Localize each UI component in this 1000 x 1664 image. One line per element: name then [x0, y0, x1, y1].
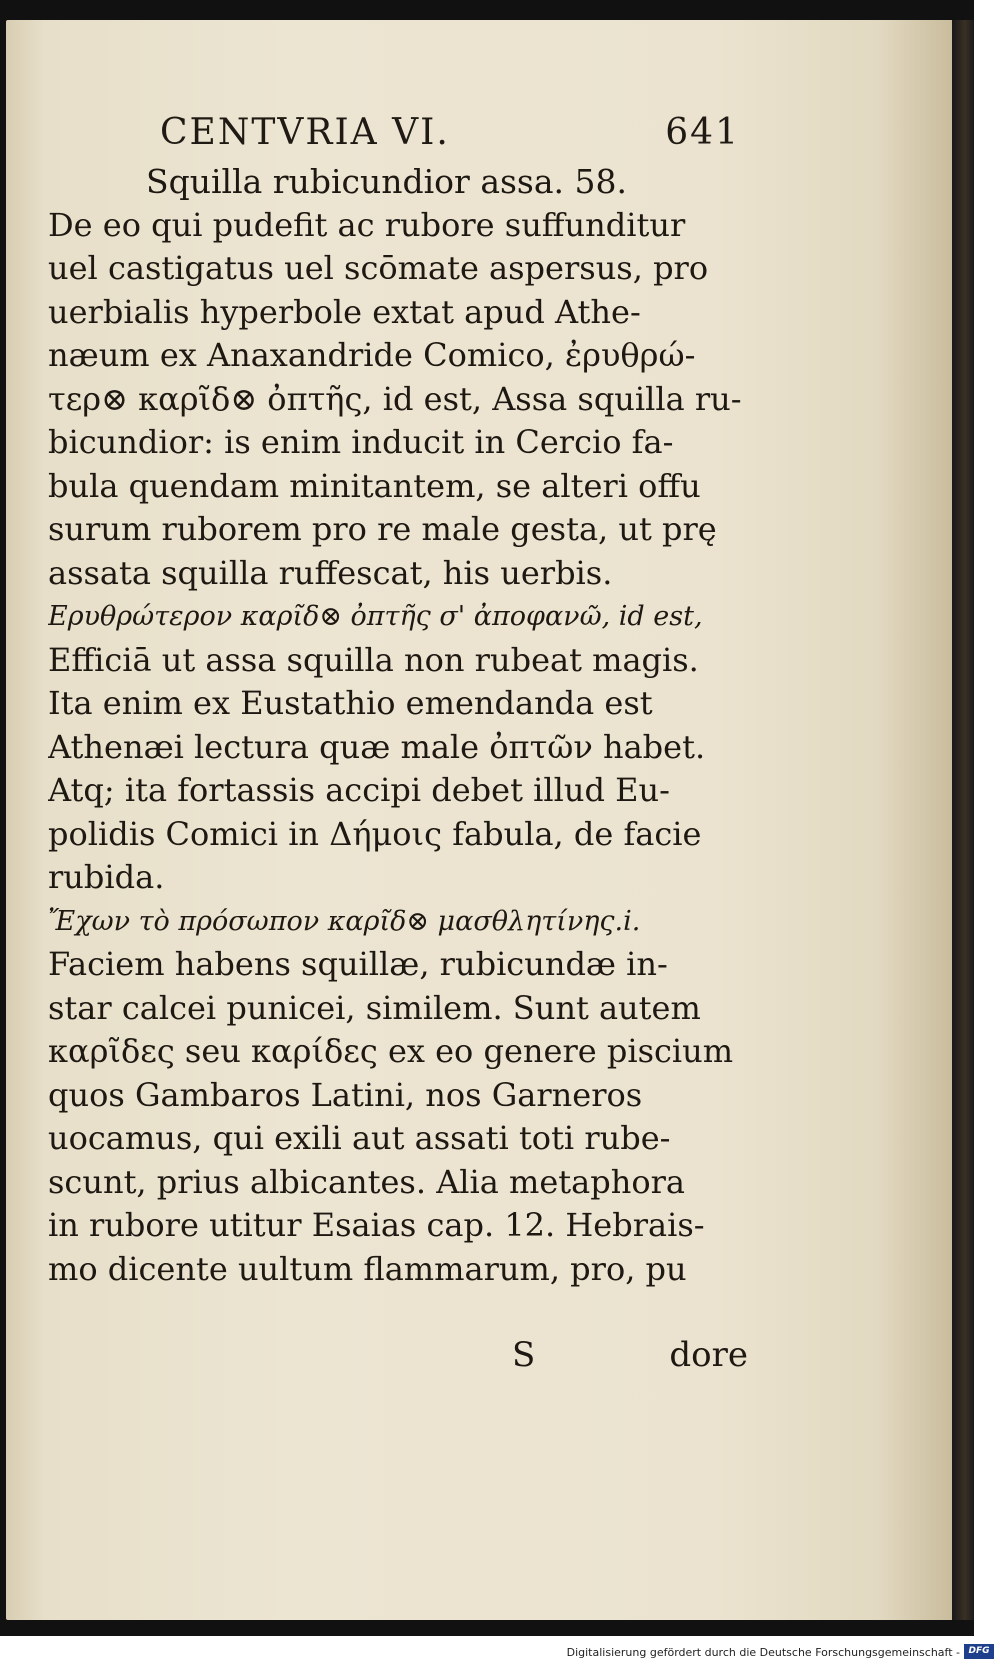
signature-mark: S — [512, 1335, 536, 1375]
page-footer — [48, 1335, 748, 1385]
text-line: Ita enim ex Eustathio emendanda est — [48, 684, 653, 722]
text-line: uocamus, qui exili aut assati toti rube- — [48, 1119, 671, 1157]
text-line: uel castigatus uel scōmate aspersus, pro — [48, 249, 709, 287]
text-line: Ἔχων τὸ πρόσωπον καρῖδ⊗ μασθλητίνης.i. — [48, 905, 641, 937]
dfg-logo: DFG — [964, 1644, 994, 1659]
text-line: De eo qui pudefit ac rubore suffunditur — [48, 205, 686, 244]
text-line: Efficiā ut assa squilla non rubeat magis. — [48, 640, 699, 679]
text-line: polidis Comici in Δήμοις fabula, de facie — [48, 814, 702, 853]
section-title: Squilla rubicundior assa. 58. — [146, 162, 627, 201]
page-number: 641 — [665, 112, 740, 153]
text-line: assata squilla ruffescat, his uerbis. — [48, 553, 613, 592]
text-line: surum ruborem pro re male gesta, ut prę — [48, 510, 717, 548]
text-line: τερ⊗ καρῖδ⊗ ὀπτῆς, id est, Assa squilla ru- — [48, 379, 742, 418]
catchword: dore — [669, 1335, 748, 1375]
text-line: næum ex Anaxandride Comico, ἐρυθρώ- — [48, 336, 696, 374]
text-line: Faciem habens squillæ, rubicundæ in- — [48, 945, 668, 983]
text-line: rubida. — [48, 858, 165, 896]
digitization-credit — [0, 1640, 1000, 1664]
page-header — [160, 112, 740, 162]
text-line: Athenæi lectura quæ male ὀπτῶν habet. — [48, 727, 706, 766]
text-line: Ερυθρώτερον καρῖδ⊗ ὀπτῆς σ' ἀποφανῶ, id est, — [48, 601, 703, 632]
text-line: in rubore utitur Esaias cap. 12. Hebrais- — [48, 1206, 705, 1244]
page-edge-shadow — [952, 20, 974, 1620]
text-line: bicundior: is enim inducit in Cercio fa- — [48, 423, 674, 461]
text-line: scunt, prius albicantes. Alia metaphora — [48, 1162, 685, 1201]
text-line: Atq; ita fortassis accipi debet illud Eu- — [48, 771, 670, 809]
text-block — [48, 160, 748, 1291]
text-line: bula quendam minitantem, se alteri offu — [48, 466, 701, 505]
running-head: CENTVRIA VI. — [160, 112, 450, 153]
text-line: star calcei punicei, similem. Sunt autem — [48, 988, 701, 1027]
credit-text: Digitalisierung gefördert durch die Deutsche Forschungsgemeinschaft - — [566, 1646, 960, 1659]
text-line: uerbialis hyperbole extat apud Athe- — [48, 292, 641, 331]
text-line: mo dicente uultum flammarum, pro, pu — [48, 1249, 687, 1288]
text-line: καρῖδες seu καρίδες ex eo genere piscium — [48, 1032, 734, 1070]
book-page — [6, 20, 954, 1620]
text-line: quos Gambaros Latini, nos Garneros — [48, 1075, 643, 1114]
